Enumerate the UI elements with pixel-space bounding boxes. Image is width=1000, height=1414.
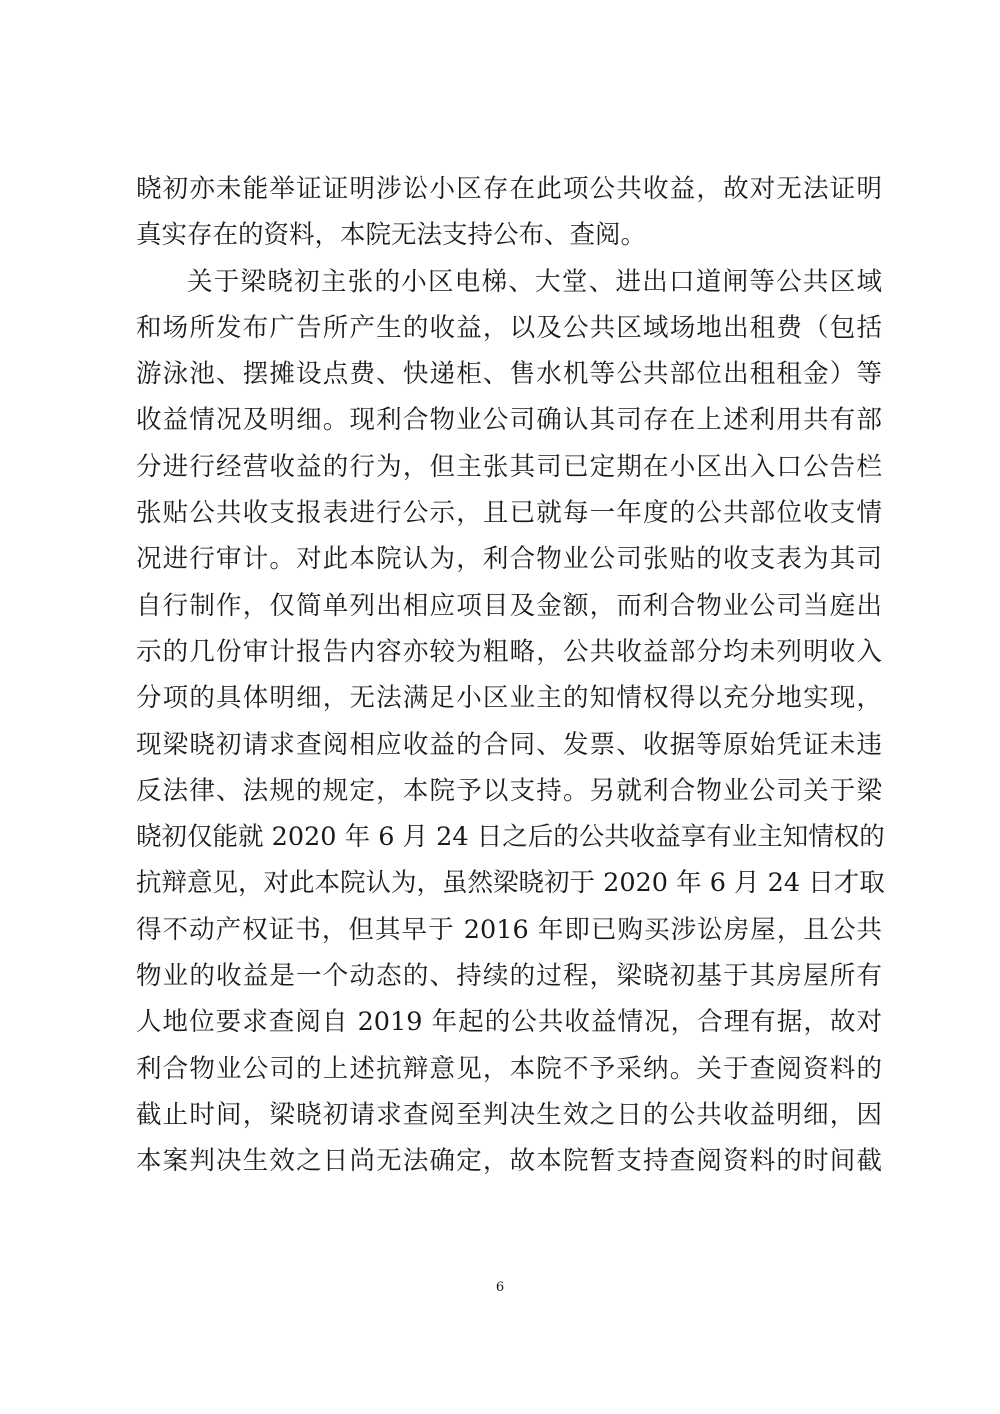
text-line: 物业的收益是一个动态的、持续的过程，梁晓初基于其房屋所有 bbox=[136, 961, 882, 992]
text-line: 示的几份审计报告内容亦较为粗略，公共收益部分均未列明收入 bbox=[136, 636, 882, 667]
paragraph-2 bbox=[136, 259, 885, 1185]
text-line: 现梁晓初请求查阅相应收益的合同、发票、收据等原始凭证未违 bbox=[136, 729, 882, 760]
text-line: 游泳池、摆摊设点费、快递柜、售水机等公共部位出租租金）等 bbox=[136, 359, 882, 390]
text-line: 人地位要求查阅自 2019 年起的公共收益情况，合理有据，故对 bbox=[136, 1007, 882, 1038]
text-line: 本案判决生效之日尚无法确定，故本院暂支持查阅资料的时间截 bbox=[136, 1146, 882, 1177]
text-line: 真实存在的资料，本院无法支持公布、查阅。 bbox=[136, 220, 647, 251]
text-line: 晓初亦未能举证证明涉讼小区存在此项公共收益，故对无法证明 bbox=[136, 174, 882, 204]
page-number: 6 bbox=[495, 1280, 505, 1295]
text-line: 利合物业公司的上述抗辩意见，本院不予采纳。关于查阅资料的 bbox=[136, 1053, 882, 1084]
text-line: 分进行经营收益的行为，但主张其司已定期在小区出入口公告栏 bbox=[136, 451, 882, 482]
text-line: 反法律、法规的规定，本院予以支持。另就利合物业公司关于梁 bbox=[136, 775, 882, 806]
text-line: 张贴公共收支报表进行公示，且已就每一年度的公共部位收支情 bbox=[136, 498, 882, 529]
document-body bbox=[136, 166, 885, 1185]
text-line: 得不动产权证书，但其早于 2016 年即已购买涉讼房屋，且公共 bbox=[136, 914, 882, 945]
text-line: 关于梁晓初主张的小区电梯、大堂、进出口道闸等公共区域 bbox=[187, 266, 882, 297]
text-line: 和场所发布广告所产生的收益，以及公共区域场地出租费（包括 bbox=[136, 312, 882, 343]
text-line: 况进行审计。对此本院认为，利合物业公司张贴的收支表为其司 bbox=[136, 544, 882, 575]
text-line: 分项的具体明细，无法满足小区业主的知情权得以充分地实现， bbox=[136, 683, 882, 714]
text-line: 截止时间，梁晓初请求查阅至判决生效之日的公共收益明细，因 bbox=[136, 1099, 882, 1130]
text-line: 抗辩意见，对此本院认为，虽然梁晓初于 2020 年 6 月 24 日才取 bbox=[136, 868, 885, 899]
text-line: 晓初仅能就 2020 年 6 月 24 日之后的公共收益享有业主知情权的 bbox=[136, 822, 885, 853]
text-line: 收益情况及明细。现利合物业公司确认其司存在上述利用共有部 bbox=[136, 405, 882, 436]
paragraph-1 bbox=[136, 166, 882, 259]
text-line: 自行制作，仅简单列出相应项目及金额，而利合物业公司当庭出 bbox=[136, 590, 882, 621]
